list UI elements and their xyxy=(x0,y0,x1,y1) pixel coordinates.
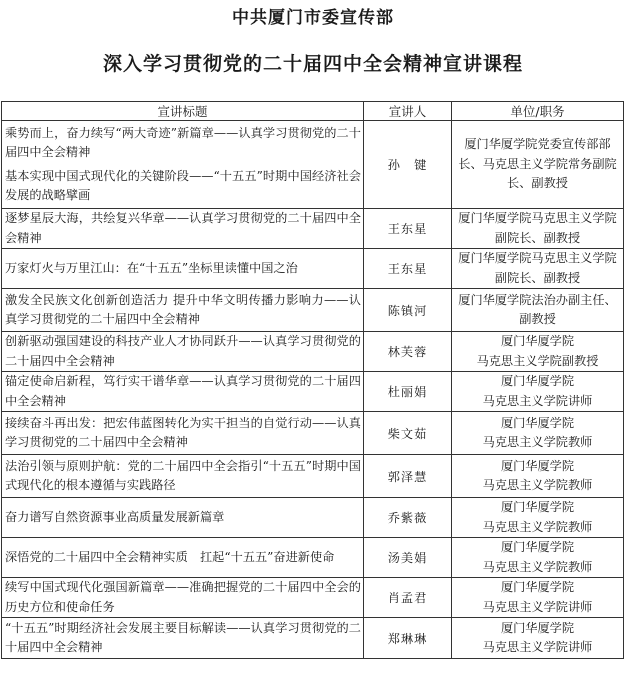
speaker-position: 厦门华厦学院 马克思主义学院讲师 xyxy=(452,578,624,618)
lecture-topic: 逐梦星辰大海，共绘复兴华章——认真学习贯彻党的二十届四中全会精神 xyxy=(5,211,361,245)
lecture-topic: 万家灯火与万里江山：在“十五五”坐标里读懂中国之治 xyxy=(5,260,298,275)
speaker-position: 厦门华厦学院 马克思主义学院副教授 xyxy=(452,332,624,372)
table-row xyxy=(2,412,624,455)
lecture-topic-cell xyxy=(2,455,364,498)
lecture-topic-cell xyxy=(2,578,364,618)
lecture-topic-cell xyxy=(2,332,364,372)
lecture-topic: 基本实现中国式现代化的关键阶段——“十五五”时期中国经济社会发展的战略擘画 xyxy=(5,168,361,202)
table-row xyxy=(2,289,624,332)
lecture-table xyxy=(1,101,624,659)
speaker-position: 厦门华厦学院党委宣传部部长、马克思主义学院常务副院长、副教授 xyxy=(452,121,624,209)
speaker-name: 王东星 xyxy=(364,209,452,249)
speaker-name: 柴文茹 xyxy=(364,412,452,455)
lecture-topic-cell xyxy=(2,412,364,455)
lecture-topic: “十五五”时期经济社会发展主要目标解读——认真学习贯彻党的二十届四中全会精神 xyxy=(5,620,361,654)
table-header-row xyxy=(2,102,624,121)
table-row xyxy=(2,372,624,412)
speaker-position: 厦门华厦学院 马克思主义学院讲师 xyxy=(452,618,624,659)
lecture-topic-cell xyxy=(2,289,364,332)
speaker-position: 厦门华厦学院马克思主义学院副院长、副教授 xyxy=(452,249,624,289)
table-row xyxy=(2,121,624,209)
speaker-name: 肖孟君 xyxy=(364,578,452,618)
lecture-topic-cell xyxy=(2,498,364,538)
lecture-topic: 续写中国式现代化强国新篇章——准确把握党的二十届四中全会的历史方位和使命任务 xyxy=(5,580,361,614)
speaker-position: 厦门华厦学院 马克思主义学院教师 xyxy=(452,455,624,498)
table-row xyxy=(2,538,624,578)
speaker-name: 陈镇河 xyxy=(364,289,452,332)
lecture-topic-cell xyxy=(2,209,364,249)
lecture-topic-cell xyxy=(2,249,364,289)
speaker-position: 厦门华厦学院 马克思主义学院教师 xyxy=(452,412,624,455)
lecture-topic: 法治引领与原则护航：党的二十届四中全会指引“十五五”时期中国式现代化的根本遵循与实践路径 xyxy=(5,458,361,492)
speaker-name: 乔紫薇 xyxy=(364,498,452,538)
speaker-name: 郑琳琳 xyxy=(364,618,452,659)
lecture-topic: 深悟党的二十届四中全会精神实质 扛起“十五五”奋进新使命 xyxy=(5,549,335,564)
organization-name: 中共厦门市委宣传部 xyxy=(232,8,394,28)
speaker-name: 汤美娟 xyxy=(364,538,452,578)
table-row xyxy=(2,498,624,538)
lecture-topic: 激发全民族文化创新创造活力 提升中华文明传播力影响力——认真学习贯彻党的二十届四中全会精神 xyxy=(5,292,361,326)
table-row xyxy=(2,618,624,659)
column-header-speaker: 宣讲人 xyxy=(364,102,452,121)
speaker-position: 厦门华厦学院 马克思主义学院教师 xyxy=(452,538,624,578)
speaker-position: 厦门华厦学院马克思主义学院副院长、副教授 xyxy=(452,209,624,249)
lecture-topic: 锚定使命启新程，笃行实干谱华章——认真学习贯彻党的二十届四中全会精神 xyxy=(5,374,361,408)
table-row xyxy=(2,332,624,372)
speaker-position: 厦门华厦学院 马克思主义学院讲师 xyxy=(452,372,624,412)
lecture-topic-cell xyxy=(2,618,364,659)
table-row xyxy=(2,209,624,249)
speaker-name: 林芙蓉 xyxy=(364,332,452,372)
speaker-name: 孙 键 xyxy=(364,121,452,209)
column-header-position: 单位/职务 xyxy=(452,102,624,121)
table-row xyxy=(2,249,624,289)
lecture-topic-cell xyxy=(2,121,364,209)
speaker-position: 厦门华厦学院 马克思主义学院教师 xyxy=(452,498,624,538)
lecture-topic: 乘势而上，奋力续写“两大奇迹”新篇章——认真学习贯彻党的二十届四中全会精神 xyxy=(5,125,361,159)
speaker-name: 杜丽娟 xyxy=(364,372,452,412)
lecture-topic: 奋力谱写自然资源事业高质量发展新篇章 xyxy=(5,509,225,524)
table-row xyxy=(2,455,624,498)
column-header-topic: 宣讲标题 xyxy=(2,102,364,121)
lecture-topic: 接续奋斗再出发：把宏伟蓝图转化为实干担当的自觉行动——认真学习贯彻党的二十届四中全会精神 xyxy=(5,415,361,449)
speaker-name: 王东星 xyxy=(364,249,452,289)
document-title: 深入学习贯彻党的二十届四中全会精神宣讲课程 xyxy=(102,53,523,75)
speaker-position: 厦门华厦学院法治办副主任、副教授 xyxy=(452,289,624,332)
speaker-name: 郭泽慧 xyxy=(364,455,452,498)
lecture-topic-cell xyxy=(2,372,364,412)
lecture-topic: 创新驱动强国建设的科技产业人才协同跃升——认真学习贯彻党的二十届四中全会精神 xyxy=(5,334,361,368)
lecture-topic-cell xyxy=(2,538,364,578)
table-row xyxy=(2,578,624,618)
